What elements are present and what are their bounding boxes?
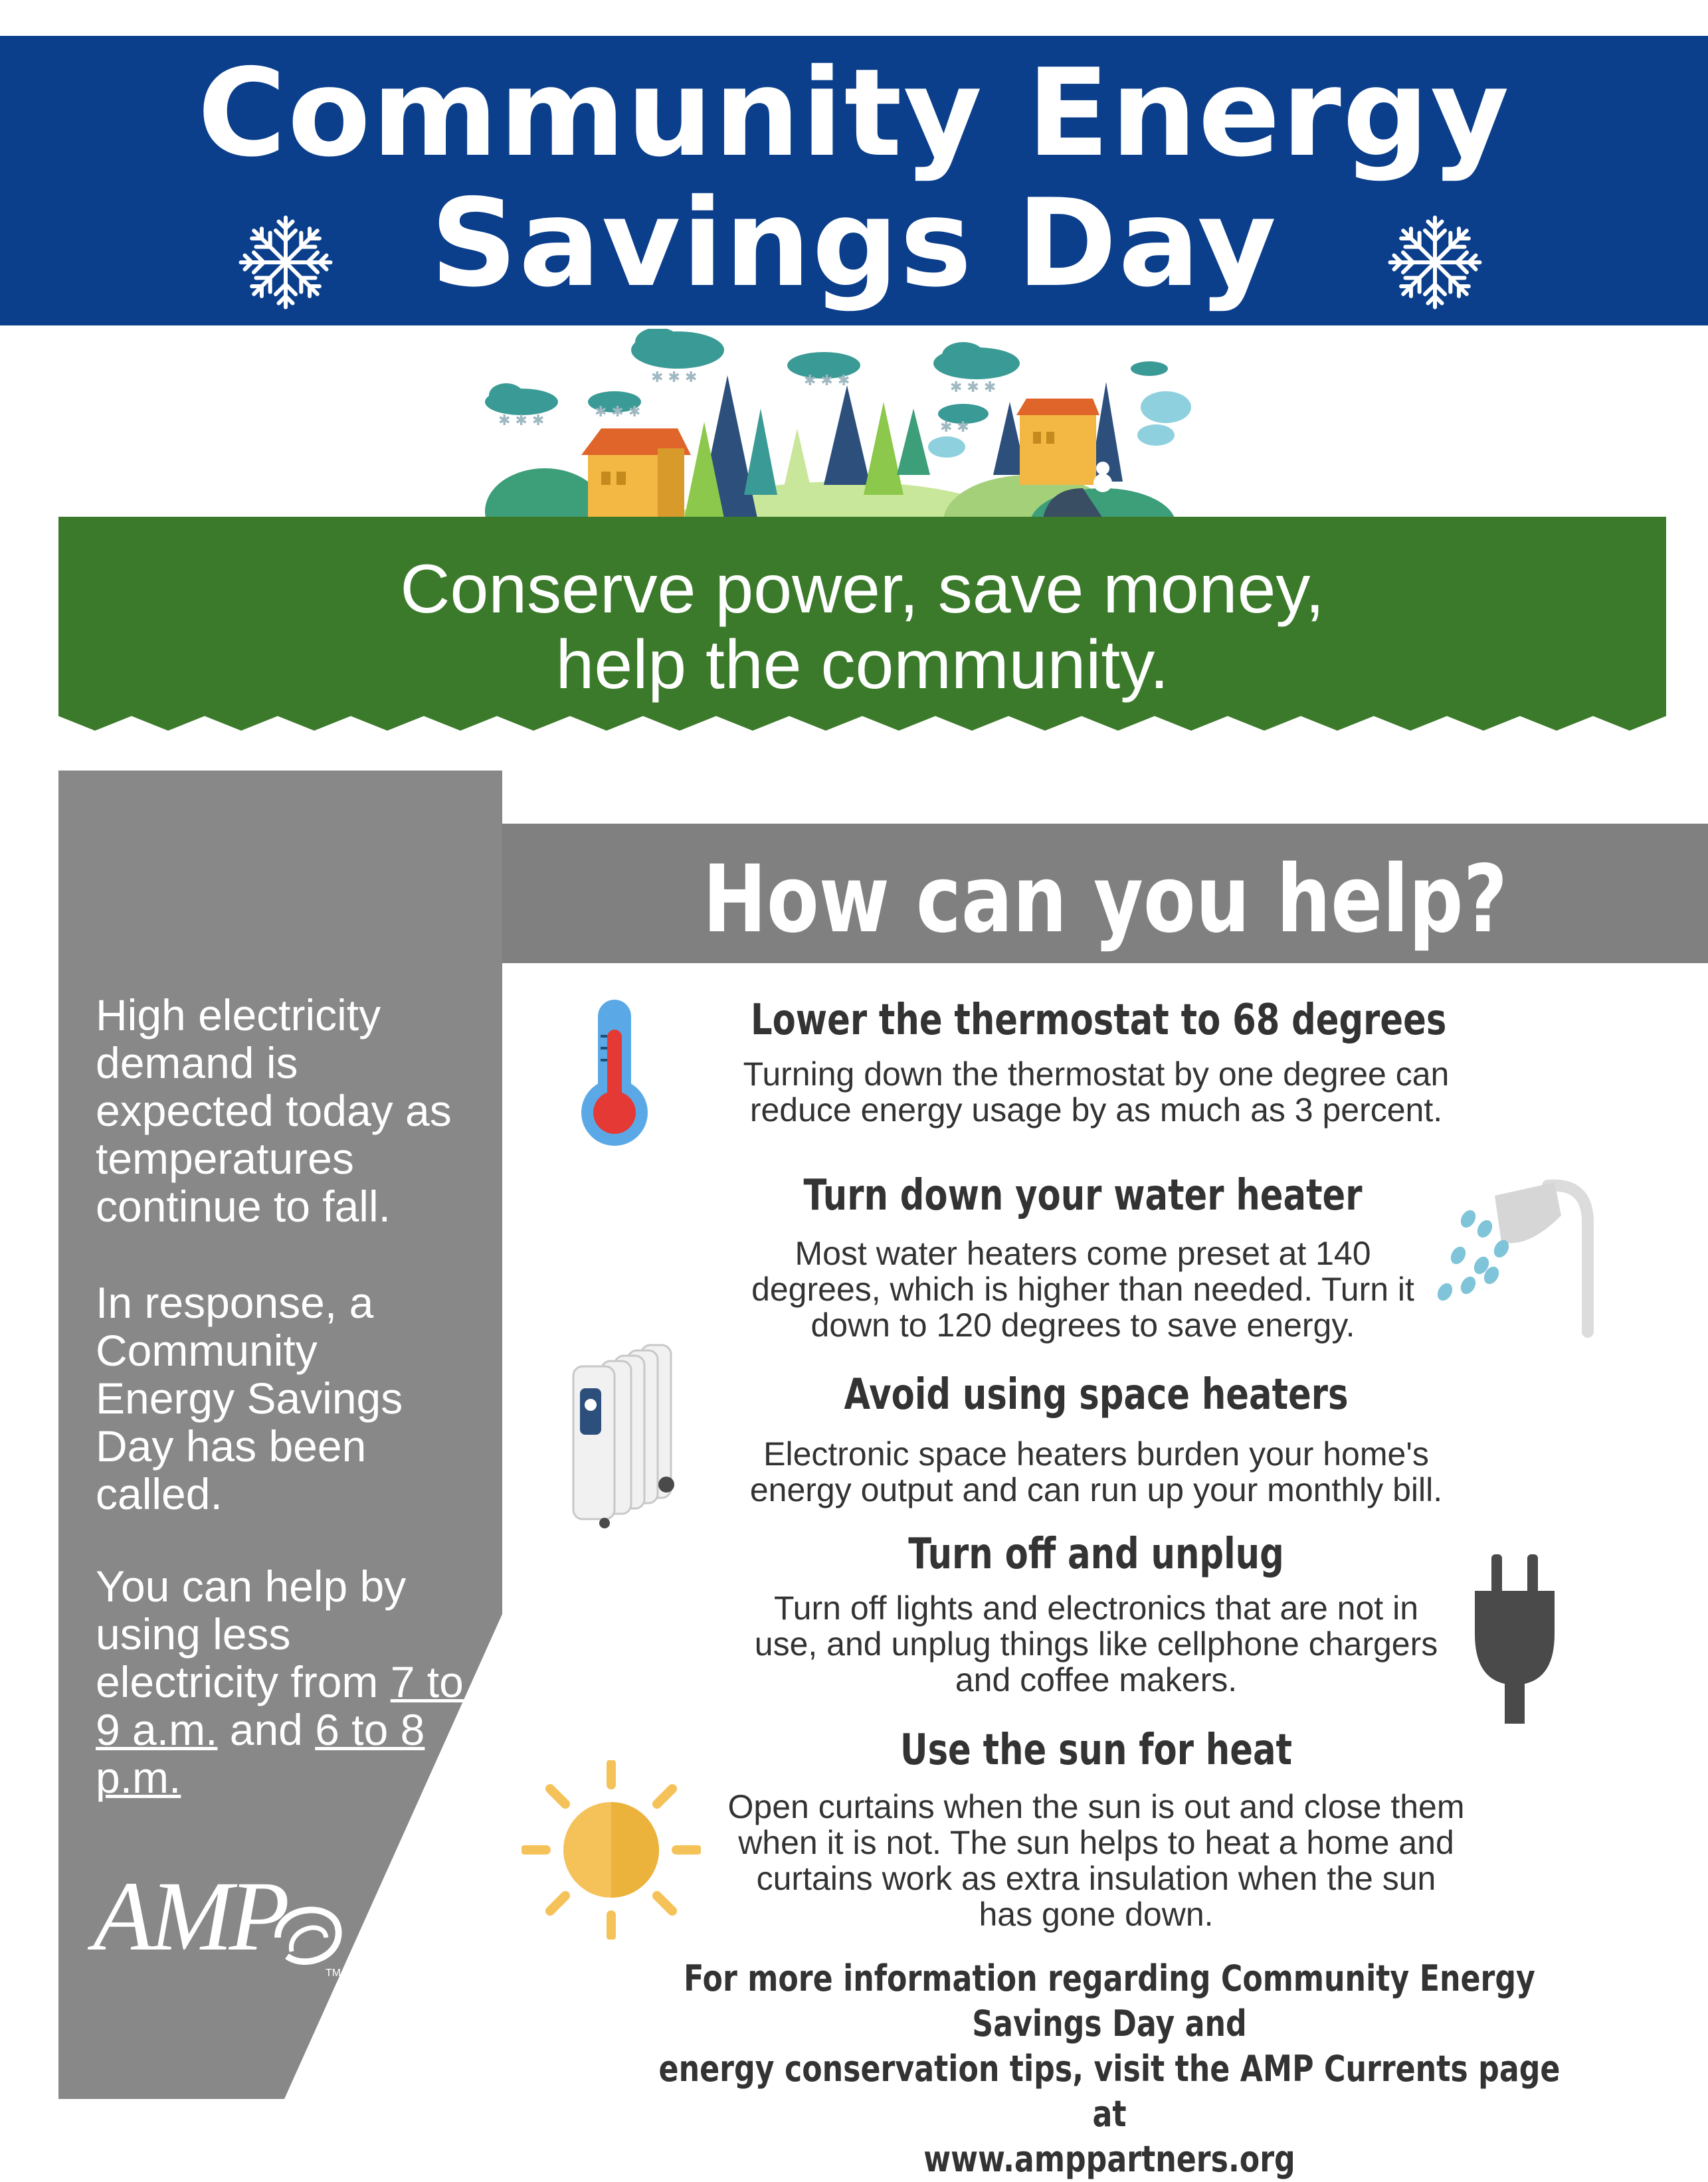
tip-thermostat	[664, 994, 1528, 1128]
space-heater-icon	[568, 1338, 684, 1531]
tip-unplug	[664, 1528, 1528, 1698]
snowflake-icon	[1385, 213, 1485, 312]
amp-swirl-icon	[259, 1886, 352, 1979]
tip-body	[651, 1235, 1515, 1343]
tip-body-line: down to 120 degrees to save energy.	[810, 1307, 1355, 1344]
tip-space-heaters	[664, 1368, 1528, 1508]
morning-time-window: 7 to 9 a.m.	[96, 1657, 464, 1754]
tip-body-line: Turn off lights and electronics that are not in	[774, 1590, 1418, 1627]
sidebar-paragraph-2: In response, a Community Energy Savings Day has been called.	[96, 1278, 403, 1518]
footer-website-link[interactable]: www.amppartners.org	[923, 2138, 1295, 2180]
tip-body	[664, 1590, 1528, 1698]
tagline-line-1: Conserve power, save money,	[400, 551, 1325, 628]
tip-sun-heat	[664, 1724, 1528, 1932]
tip-body-line: degrees, which is higher than needed. Turn it	[751, 1271, 1414, 1308]
shower-head-icon	[1428, 1169, 1601, 1342]
tip-water-heater	[651, 1169, 1515, 1343]
sidebar-paragraph-1: High electricity demand is expected today as temperatures continue to fall.	[96, 990, 452, 1231]
tip-heading: Turn off and unplug	[908, 1530, 1284, 1579]
sidebar-and-text: and	[229, 1705, 303, 1754]
svg-text:✱ ✱: ✱ ✱	[940, 419, 969, 436]
tagline-line-2: help the community.	[555, 626, 1169, 703]
tip-body-line: curtains work as extra insulation when the sun	[756, 1860, 1436, 1897]
tip-body-line: energy output and can run up your monthly bill.	[749, 1471, 1443, 1508]
tip-body	[664, 1056, 1528, 1128]
tagline	[58, 551, 1666, 703]
svg-text:✱ ✱ ✱: ✱ ✱ ✱	[804, 373, 850, 389]
evening-time-window: 6 to 8 p.m.	[96, 1705, 425, 1802]
tip-body-line: Electronic space heaters burden your home's	[763, 1435, 1429, 1473]
svg-text:✱ ✱ ✱: ✱ ✱ ✱	[950, 379, 996, 396]
tip-heading: Turn down your water heater	[803, 1171, 1363, 1220]
svg-text:✱ ✱ ✱: ✱ ✱ ✱	[595, 404, 641, 420]
tip-body-line: has gone down.	[979, 1896, 1214, 1933]
cloud-icon	[631, 329, 724, 369]
tip-body-line: Open curtains when the sun is out and close them	[727, 1788, 1465, 1825]
tip-body-line: Most water heaters come preset at 140	[795, 1235, 1371, 1272]
sun-icon	[522, 1760, 701, 1940]
title-line-2: Savings Day	[430, 173, 1278, 314]
amp-logo-text: AMP	[93, 1861, 286, 1971]
tip-body-line: Turning down the thermostat by one degree can	[743, 1055, 1450, 1093]
snowflake-icon	[236, 213, 335, 312]
footer-info	[646, 1956, 1572, 2182]
tip-heading: Lower the thermostat to 68 degrees	[751, 996, 1447, 1045]
tip-body	[664, 1789, 1528, 1932]
house-icon	[581, 428, 691, 518]
tip-heading: Avoid using space heaters	[844, 1370, 1349, 1419]
tip-body	[664, 1436, 1528, 1508]
tip-body-line: when it is not. The sun helps to heat a home and	[738, 1824, 1454, 1861]
tip-heading: Use the sun for heat	[900, 1726, 1292, 1775]
amp-logo	[93, 1860, 359, 1993]
sidebar-paragraph-3	[96, 1562, 468, 1801]
trademark-mark: TM	[326, 1967, 341, 1979]
tip-body-line: use, and unplug things like cellphone chargers	[754, 1625, 1438, 1663]
footer-line-1: For more information regarding Community Energy Savings Day and	[684, 1957, 1535, 2045]
plug-icon	[1471, 1554, 1558, 1727]
sidebar-paragraph-3-text: You can help by using less electricity from	[96, 1562, 407, 1706]
title-line-1: Community Energy	[197, 43, 1511, 183]
section-title: How can you help?	[702, 846, 1508, 954]
svg-text:✱ ✱ ✱: ✱ ✱ ✱	[498, 412, 545, 429]
winter-village-illustration	[465, 329, 1222, 518]
thermometer-icon	[578, 996, 651, 1149]
tip-body-line: reduce energy usage by as much as 3 percent.	[749, 1091, 1443, 1129]
tip-body-line: and coffee makers.	[955, 1661, 1238, 1698]
svg-text:✱ ✱ ✱: ✱ ✱ ✱	[651, 369, 698, 386]
footer-line-2: energy conservation tips, visit the AMP Currents page at	[658, 2048, 1561, 2135]
